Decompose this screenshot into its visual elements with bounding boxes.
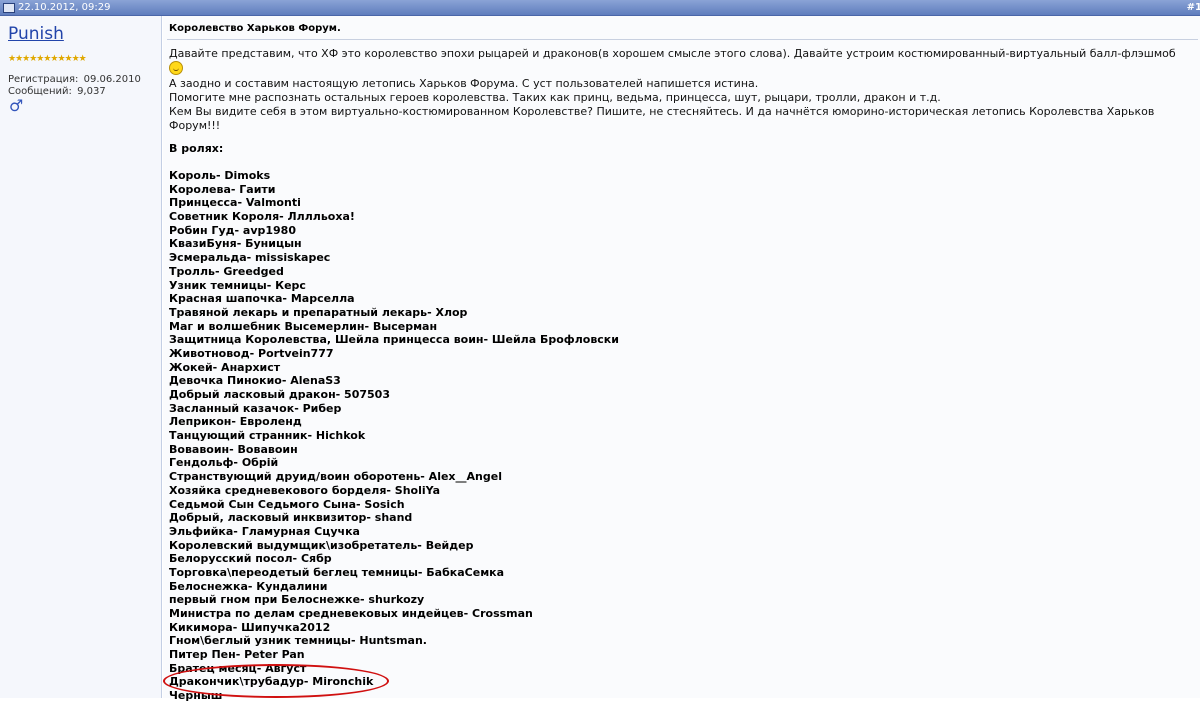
role-item: Эльфийка- Гламурная Сцучка — [169, 524, 360, 538]
role-item: Министра по делам средневековых индейцев- Crossman — [169, 607, 533, 620]
intro-smiley-row — [169, 61, 1199, 77]
role-item: Вовавоин- Вовавоин — [169, 442, 298, 456]
role-item: Белорусский посол- Сябр — [169, 552, 332, 566]
role-item: Королева- Гаити — [169, 182, 276, 196]
role-item: Робин Гуд- avp1980 — [169, 223, 296, 237]
role-item: Странствующий друид/воин оборотень- Alex__Angel — [169, 470, 502, 484]
post-icon — [3, 3, 15, 13]
intro-line-2: А заодно и составим настоящую летопись Харьков Форума. С уст пользователей напишется истина. — [169, 77, 759, 90]
role-item: КвазиБуня- Буницын — [169, 237, 302, 251]
roles-heading: В ролях: — [169, 142, 224, 155]
registration-date: 09.06.2010 — [83, 74, 141, 85]
role-item: Защитница Королевства, Шейла принцесса воин- Шейла Брофловски — [169, 333, 619, 347]
intro-text-1: Давайте представим, что ХФ это королевство эпохи рыцарей и драконов(в хорошем смысле этого слова). Давайте устроим костюмированный-виртуальный балл-флэшмоб — [169, 47, 1176, 60]
post-intro — [169, 47, 1199, 133]
role-item: Братец месяц- Август — [169, 661, 307, 675]
post-header-bar — [0, 0, 1200, 16]
intro-line-3: Помогите мне распознать остальных героев королевства. Таких как принц, ведьма, принцесса, шут, рыцари, тролли, дракон и т.д. — [169, 91, 941, 104]
role-item: Торговка\переодетый беглец темницы- БабкаСемка — [169, 565, 505, 579]
roles-list — [169, 169, 619, 703]
registration-row — [8, 74, 141, 86]
role-item: Узник темницы- Керс — [169, 278, 306, 292]
role-item: Седьмой Сын Седьмого Сына- Sosich — [169, 497, 405, 511]
role-item: Добрый, ласковый инквизитор- shand — [169, 511, 413, 525]
role-item: Тролль- Greedged — [169, 264, 284, 278]
role-item: Королевский выдумщик\изобретатель- Вейдер — [169, 538, 474, 552]
role-item: Белоснежка- Кундалини — [169, 579, 328, 593]
title-divider — [167, 39, 1198, 40]
role-item: Гном\беглый узник темницы- Huntsman. — [169, 634, 427, 648]
posts-count: 9,037 — [77, 86, 106, 97]
role-item: Советник Короля- Лллльоха! — [169, 210, 355, 224]
post-title: Королевство Харьков Форум. — [169, 23, 341, 34]
reputation-stars-icon: ★★★★★★★★★★★ — [8, 54, 86, 64]
author-stats — [8, 74, 141, 98]
role-item: Танцующий странник- Hichkok — [169, 429, 366, 443]
role-item: Добрый ласковый дракон- 507503 — [169, 388, 390, 401]
post-body — [163, 16, 1200, 703]
author-sidebar — [0, 16, 162, 698]
role-item: Кикимора- Шипучка2012 — [169, 620, 331, 634]
posts-row — [8, 86, 141, 98]
role-item: Животновод- Portvein777 — [169, 346, 334, 360]
role-item: Гендольф- Обрій — [169, 456, 279, 470]
intro-line-4: Кем Вы видите себя в этом виртуально-костюмированном Королевстве? Пишите, не стесняйтесь. И да начнётся юморино-историческая летопись Королевства Харьков Форум!!! — [169, 105, 1155, 132]
role-item: Маг и волшебник Высемерлин- Высерман — [169, 319, 438, 333]
role-item: Красная шапочка- Марселла — [169, 292, 355, 306]
role-item: Засланный казачок- Рибер — [169, 401, 342, 415]
male-gender-icon: ♂ — [9, 96, 24, 115]
post-date: 22.10.2012, 09:29 — [18, 2, 111, 13]
role-item: Травяной лекарь и препаратный лекарь- Хлор — [169, 305, 468, 319]
author-username-link[interactable]: Punish — [8, 24, 64, 44]
posts-label: Сообщений: — [8, 86, 72, 97]
smiley-icon — [169, 61, 183, 75]
role-item: Жокей- Анархист — [169, 360, 281, 374]
role-item: Дракончик\трубадур- Mironchik — [169, 675, 374, 689]
role-item: Принцесса- Valmonti — [169, 196, 301, 210]
registration-label: Регистрация: — [8, 74, 79, 85]
role-item: Эсмеральда- missiskapec — [169, 251, 331, 265]
role-item: первый гном при Белоснежке- shurkozy — [169, 593, 425, 607]
post-number-link[interactable]: #1 — [1186, 2, 1202, 13]
role-item: Черныш — [169, 689, 223, 703]
role-item: Девочка Пинокио- AlenaS3 — [169, 374, 341, 388]
intro-line-1 — [169, 47, 1199, 61]
role-item: Хозяйка средневекового борделя- SholiYa — [169, 483, 441, 497]
role-item: Король- Dimoks — [169, 169, 271, 182]
role-item: Леприкон- Евроленд — [169, 415, 302, 429]
role-item: Питер Пен- Peter Pan — [169, 648, 305, 662]
